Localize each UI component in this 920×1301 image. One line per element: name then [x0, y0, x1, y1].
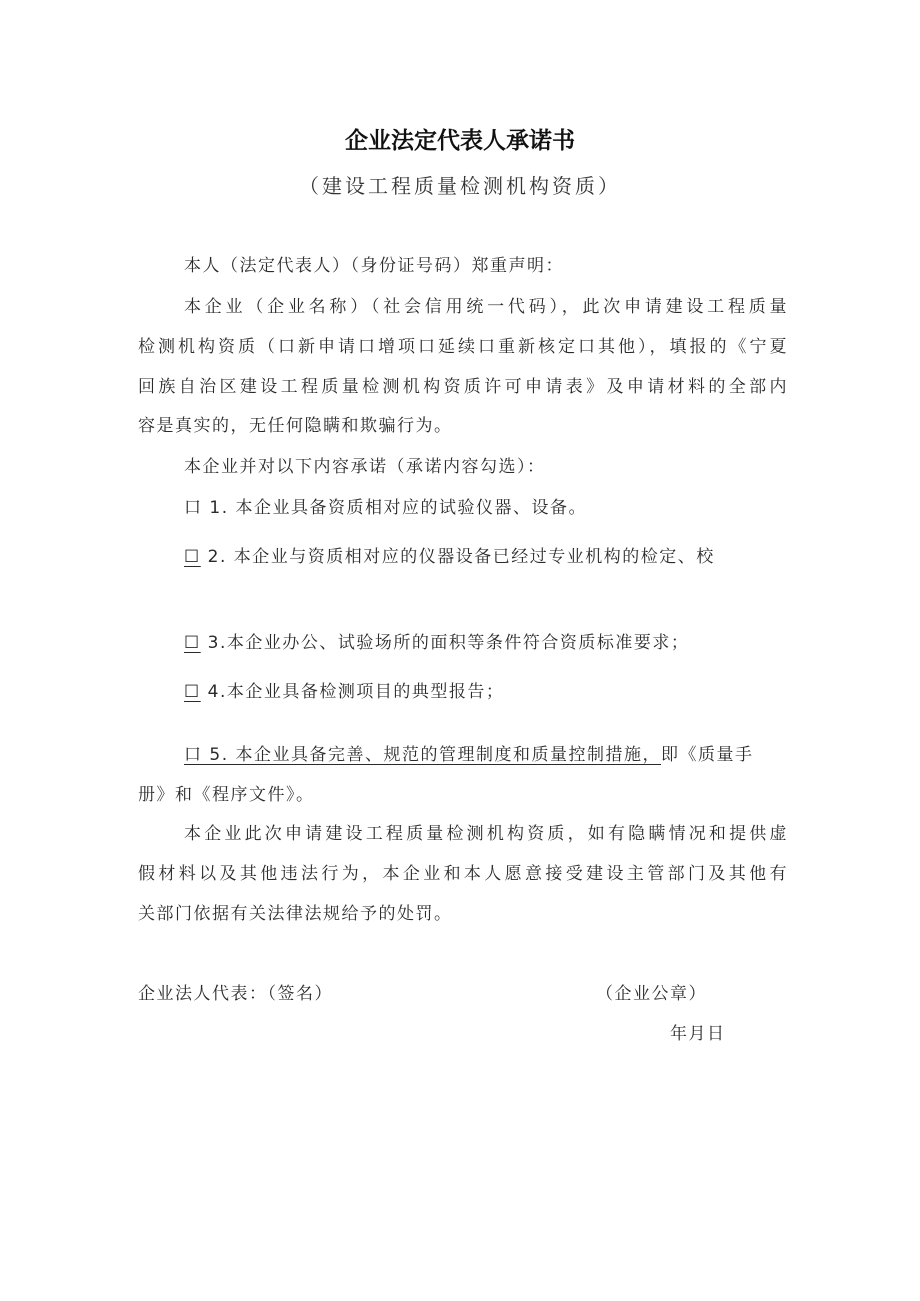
- penalty-line-1: 本企业此次申请建设工程质量检测机构资质，如有隐瞒情况和提供虚: [184, 824, 788, 844]
- document-subtitle: （建设工程质量检测机构资质）: [299, 174, 621, 198]
- commitment-item-5-line-1: [184, 741, 788, 769]
- date-label: 年月日: [670, 1024, 726, 1044]
- commitment-intro: 本企业并对以下内容承诺（承诺内容勾选）：: [184, 457, 546, 477]
- statement-line-4: 容是真实的，无任何隐瞒和欺骗行为。: [138, 416, 453, 436]
- commitment-item-3: [184, 629, 788, 657]
- legal-rep-signature-label: 企业法人代表：（签名）: [138, 984, 333, 1004]
- company-seal-label: （企业公章）: [596, 984, 707, 1004]
- document-title: 企业法定代表人承诺书: [345, 128, 575, 154]
- statement-line-2: 检测机构资质（口新申请口增项口延续口重新核定口其他），填报的《宁夏: [138, 337, 788, 357]
- declaration-line: 本人（法定代表人）（身份证号码）郑重声明：: [184, 256, 564, 276]
- penalty-line-3: 关部门依据有关法律法规给予的处罚。: [138, 904, 453, 924]
- checkbox-icon[interactable]: ☐: [184, 547, 201, 567]
- checkbox-icon[interactable]: ☐: [184, 633, 201, 653]
- penalty-line-2: 假材料以及其他违法行为，本企业和本人愿意接受建设主管部门及其他有: [138, 864, 788, 884]
- commitment-item-4-text: 4.本企业具备检测项目的典型报告；: [200, 682, 505, 702]
- commitment-item-1: 口 1. 本企业具备资质相对应的试验仪器、设备。: [184, 498, 588, 518]
- commitment-item-2-text: 2. 本企业与资质相对应的仪器设备已经过专业机构的检定、校: [200, 547, 715, 567]
- statement-line-3: 回族自治区建设工程质量检测机构资质许可申请表》及申请材料的全部内: [138, 377, 788, 397]
- commitment-item-5-line-2: 册》和《程序文件》。: [138, 785, 315, 805]
- commitment-item-4: [184, 678, 788, 706]
- checkbox-icon[interactable]: ☐: [184, 682, 201, 702]
- commitment-item-5-rest: 即《质量手: [661, 745, 754, 765]
- commitment-item-3-text: 3.本企业办公、试验场所的面积等条件符合资质标准要求；: [200, 633, 690, 653]
- statement-line-1: 本企业（企业名称）（社会信用统一代码），此次申请建设工程质量: [184, 297, 788, 317]
- commitment-item-5-underlined: 口 5. 本企业具备完善、规范的管理制度和质量控制措施，: [184, 745, 662, 765]
- commitment-item-2: [184, 543, 788, 571]
